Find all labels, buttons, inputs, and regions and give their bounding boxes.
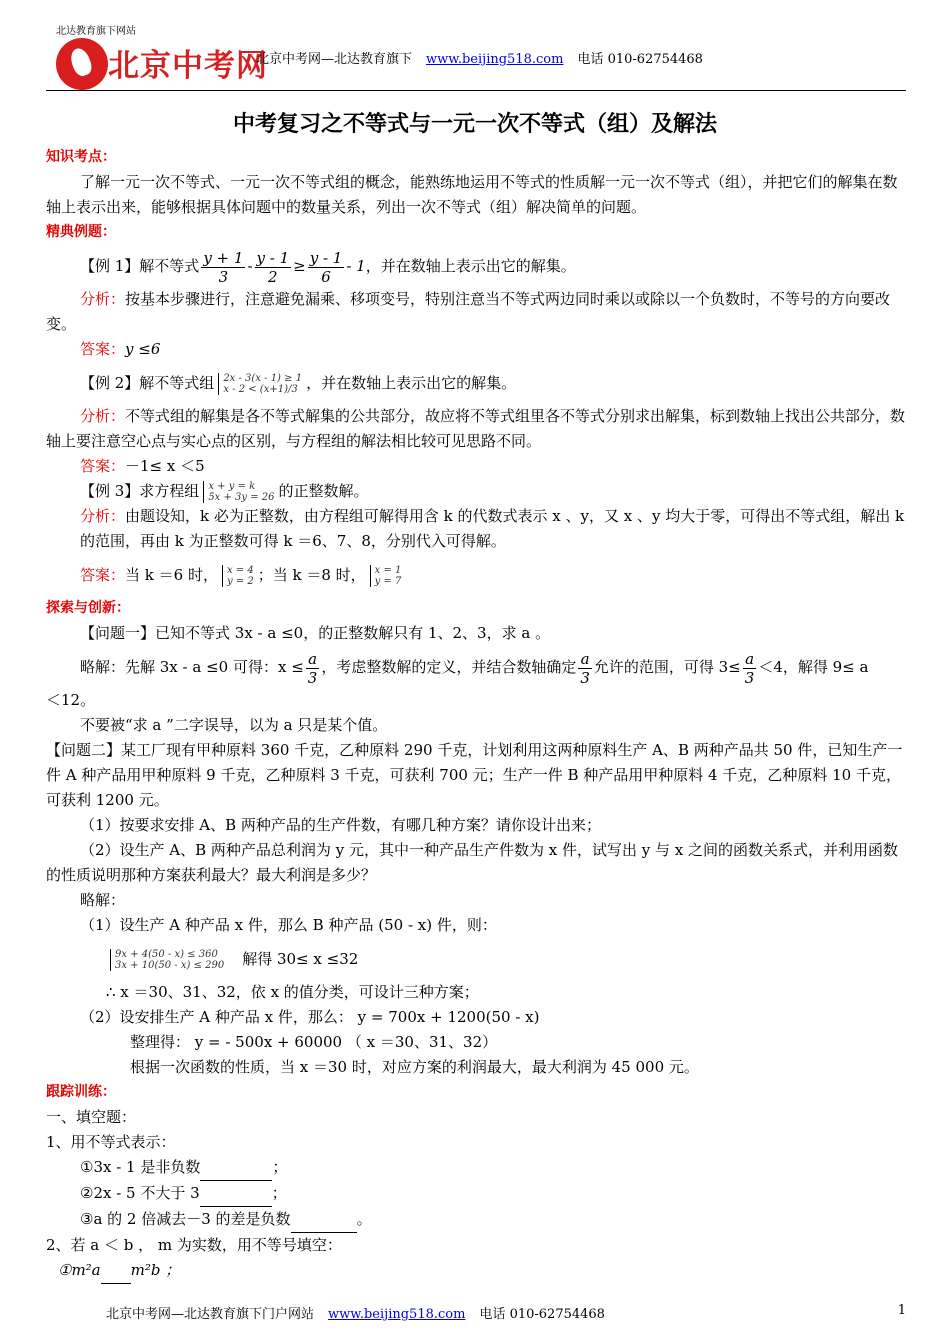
fraction [308, 249, 345, 286]
system-line: 2x - 3(x - 1) ≥ 1 [223, 373, 303, 384]
problem-1: 【问题一】已知不等式 3x - a ≤0，的正整数解只有 1、2、3，求 a 。 [80, 624, 551, 642]
question-text: ①3x - 1 是非负数 [80, 1158, 201, 1176]
footer-url-link[interactable]: www.beijing518.com [328, 1307, 466, 1322]
fraction [306, 650, 320, 687]
inequality-system [218, 373, 302, 395]
solution-system [222, 565, 254, 587]
solution-system [370, 565, 402, 587]
fraction [255, 249, 292, 286]
training-q1b [46, 1181, 906, 1207]
training-q1c [46, 1207, 906, 1233]
page-header [46, 18, 906, 88]
problem-1-note: 不要被“求 a ”二字误导，以为 a 只是某个值。 [80, 716, 388, 734]
logo-caption: 北达教育旗下网站 [56, 26, 136, 37]
example-3-answer [46, 554, 906, 596]
fraction [743, 650, 757, 687]
page-title: 中考复习之不等式与一元一次不等式（组）及解法 [232, 111, 717, 137]
knowledge-text: 了解一元一次不等式、一元一次不等式组的概念，能熟练地运用不等式的性质解一元一次不等式（组），并把它们的解集在数轴上表示出来，能够根据具体问题中的数量关系，列出一次不等式（组）解决简单的问题。 [46, 173, 898, 216]
example-1-answer [46, 337, 906, 362]
example-2-answer [46, 454, 906, 479]
footer-site-name: 北京中考网—北达教育旗下门户网站 [106, 1307, 315, 1322]
analysis-text: 不等式组的解集是各不等式解集的公共部分，故应将不等式组里各不等式分别求出解集，标到数轴上找出公共部分，数轴上要注意空心点与实心点的区别，与方程组的解法相比较可见思路不同。 [46, 407, 906, 450]
solution-text: ＜4，解得 9≤ a [758, 658, 869, 676]
example-2 [46, 362, 906, 404]
answer-text: ；当 k ＝8 时， [257, 566, 366, 584]
answer-blank[interactable] [200, 1181, 272, 1207]
page-number: 1 [897, 1303, 906, 1318]
answer-text: －1≤ x ＜5 [125, 457, 205, 475]
problem-2-part-1: （1）按要求安排 A、B 两种产品的生产件数，有哪几种方案？请你设计出来； [80, 816, 601, 834]
fraction-denominator: 3 [580, 668, 590, 687]
solution-part-1: （1）设生产 A 种产品 x 件，那么 B 种产品 (50 - x) 件，则： [80, 916, 497, 934]
solution-therefore: ∴ x ＝30、31、32，依 x 的值分类，可设计三种方案； [106, 983, 479, 1001]
training-heading: 跟踪训练： [46, 1084, 116, 1100]
header-phone: 电话 010-62754468 [577, 52, 703, 67]
document-body [46, 145, 906, 1284]
example-2-suffix: ，并在数轴上表示出它的解集。 [306, 374, 517, 392]
fraction [578, 650, 592, 687]
analysis-label: 分析： [80, 290, 126, 308]
system-line: x + y = k [208, 481, 256, 492]
fraction-denominator: 3 [218, 267, 229, 286]
training-q1: 1、用不等式表示： [46, 1133, 176, 1151]
header-url-link[interactable]: www.beijing518.com [426, 52, 564, 67]
fraction-denominator: 6 [321, 267, 331, 286]
header-info [256, 48, 703, 67]
solution-simplify: 整理得： y = - 500x + 60000 （ x ＝30、31、32） [130, 1033, 498, 1051]
inequality-system [110, 949, 224, 971]
training-q2: 2、若 a ＜ b ， m 为实数，用不等号填空： [46, 1236, 342, 1254]
fraction-numerator: a [743, 650, 757, 669]
header-divider [46, 90, 906, 91]
analysis-text: 由题设知，k 必为正整数，由方程组可解得用含 k 的代数式表示 x 、y，又 x 、y 均大于零，可得出不等式组，解出 k 的范围，再由 k 为正整数可得 k ＝6、7、8，分别代入可得解。 [80, 507, 905, 550]
fraction-numerator: a [306, 650, 320, 669]
example-3-suffix: 的正整数解。 [278, 482, 369, 500]
logo-text: 北京中考网 [108, 48, 268, 84]
solution-conclusion: 根据一次函数的性质，当 x ＝30 时，对应方案的利润最大，最大利润为 45 000 元。 [130, 1058, 699, 1076]
footer-info [106, 1303, 605, 1322]
logo-icon [56, 38, 108, 90]
example-3-analysis [46, 504, 906, 554]
fraction-numerator: y - 1 [256, 248, 290, 267]
question-text: m²b ； [130, 1261, 181, 1279]
answer-text: 当 k ＝6 时， [125, 566, 218, 584]
solution-system-row [46, 938, 906, 980]
example-1-analysis [46, 287, 906, 337]
analysis-label: 分析： [80, 507, 126, 525]
punctuation: ； [271, 1184, 287, 1202]
question-text: ②2x - 5 不大于 3 [80, 1184, 200, 1202]
example-3 [46, 479, 906, 504]
header-site-name: 北京中考网—北达教育旗下 [256, 52, 413, 67]
explore-heading: 探索与创新： [46, 600, 130, 616]
example-2-prefix: 【例 2】解不等式组 [80, 374, 215, 392]
problem-1-solution [46, 646, 906, 688]
solution-text: 略解：先解 3x - a ≤0 可得：x ≤ [80, 658, 304, 676]
operator: ≥ [293, 257, 306, 275]
system-line: x - 2 < (x+1)/3 [223, 384, 298, 395]
example-2-analysis [46, 404, 906, 454]
analysis-label: 分析： [80, 407, 126, 425]
solution-text: ，考虑整数解的定义，并结合数轴确定 [321, 658, 577, 676]
training-q1a [46, 1155, 906, 1181]
fraction-denominator: 2 [268, 267, 278, 286]
example-1-prefix: 【例 1】解不等式 [80, 257, 200, 275]
solution-label: 略解： [80, 891, 126, 909]
punctuation: ； [272, 1158, 288, 1176]
punctuation: 。 [356, 1210, 372, 1228]
answer-blank[interactable] [291, 1207, 357, 1233]
problem-1-solution-end: ＜12。 [46, 691, 96, 709]
problem-2-part-2: （2）设生产 A、B 两种产品总利润为 y 元，其中一种产品生产件数为 x 件，试写出 y 与 x 之间的函数关系式，并利用函数的性质说明那种方案获利最大？最大利润是多少？ [46, 841, 898, 884]
answer-blank[interactable] [101, 1258, 131, 1284]
answer-label: 答案： [80, 566, 126, 584]
operator: - [247, 257, 253, 275]
fraction-denominator: 3 [307, 668, 318, 687]
system-line: 9x + 4(50 - x) ≤ 360 [115, 949, 218, 960]
system-line: y = 7 [374, 576, 402, 587]
fraction-numerator: a [578, 650, 592, 669]
example-1 [46, 245, 906, 287]
system-line: y = 2 [226, 576, 254, 587]
system-line: x = 4 [226, 565, 254, 576]
expression-tail: - 1 [346, 257, 366, 275]
examples-heading: 精典例题： [46, 224, 116, 240]
solution-part-2: （2）设安排生产 A 种产品 x 件，那么： y = 700x + 1200(50 - x) [80, 1008, 540, 1026]
problem-2: 【问题二】某工厂现有甲种原料 360 千克，乙种原料 290 千克，计划利用这两种原料生产 A、B 两种产品共 50 件，已知生产一件 A 种产品用甲种原料 9 千克，乙种原料 3 千克，可获利 700 元；生产一件 B 种产品用甲种原料 4 千克，乙种原料 10 千克，可获利 1200 元。 [46, 741, 903, 809]
answer-label: 答案： [80, 457, 126, 475]
system-line: 5x + 3y = 26 [208, 492, 275, 503]
fraction-numerator: y + 1 [203, 248, 244, 267]
solution-range: 解得 30≤ x ≤32 [242, 950, 359, 968]
fraction [201, 249, 245, 286]
solution-text: 允许的范围，可得 3≤ [593, 658, 741, 676]
system-line: 3x + 10(50 - x) ≤ 290 [115, 960, 225, 971]
question-text: ③a 的 2 倍减去－3 的差是负数 [80, 1210, 291, 1228]
example-1-suffix: ，并在数轴上表示出它的解集。 [365, 257, 576, 275]
footer-phone: 电话 010-62754468 [479, 1307, 605, 1322]
analysis-text: 按基本步骤进行，注意避免漏乘、移项变号，特别注意当不等式两边同时乘以或除以一个负数时，不等号的方向要改变。 [46, 290, 891, 333]
knowledge-heading: 知识考点： [46, 149, 116, 165]
training-q2a [46, 1258, 906, 1284]
answer-label: 答案： [80, 340, 126, 358]
question-text: ①m²a [58, 1261, 101, 1279]
answer-blank[interactable] [200, 1155, 272, 1181]
answer-text: y ≤6 [125, 340, 161, 358]
equation-system [203, 481, 274, 503]
example-3-prefix: 【例 3】求方程组 [80, 482, 200, 500]
fraction-numerator: y - 1 [309, 248, 343, 267]
training-part-1: 一、填空题： [46, 1108, 137, 1126]
fraction-denominator: 3 [744, 668, 755, 687]
system-line: x = 1 [374, 565, 402, 576]
